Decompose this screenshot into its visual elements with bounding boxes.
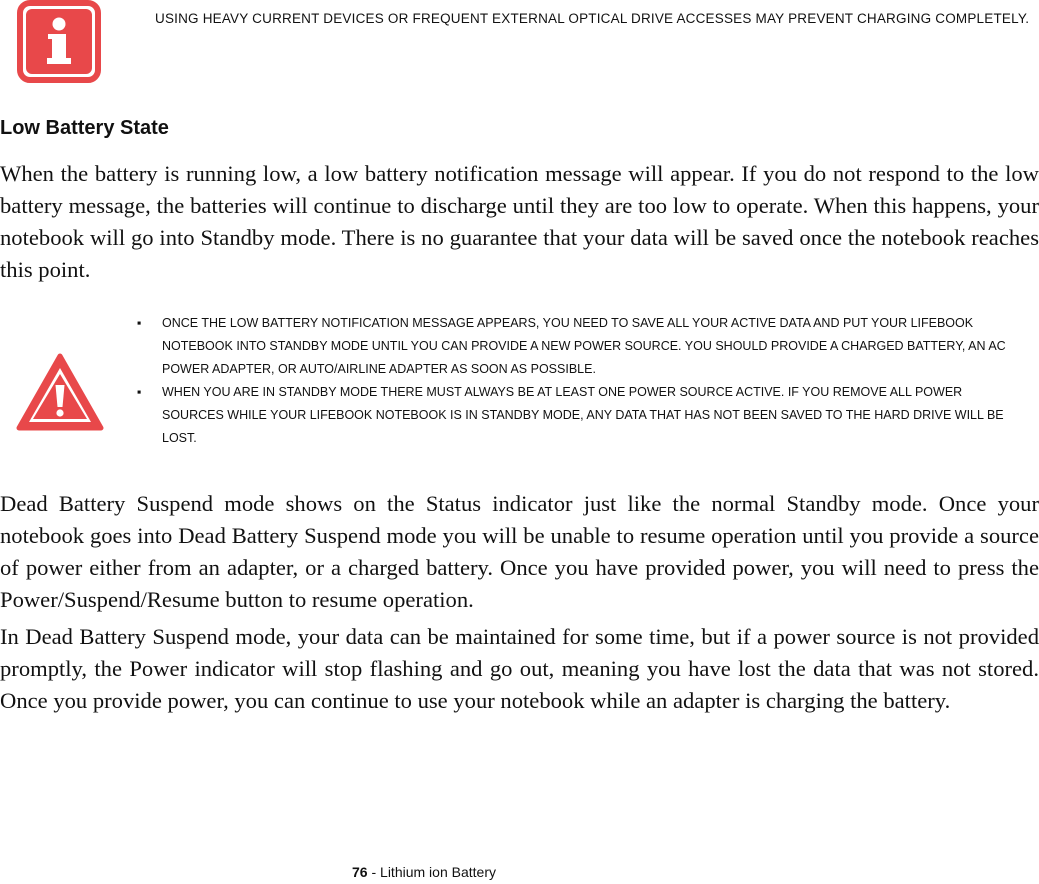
charging-note: USING HEAVY CURRENT DEVICES OR FREQUENT EXTERNAL OPTICAL DRIVE ACCESSES MAY PREVENT CHARGING COMPLETELY. (155, 11, 1030, 26)
section-title: Low Battery State (0, 117, 169, 139)
warning-item (137, 312, 1027, 381)
warning-item-text: ONCE THE LOW BATTERY NOTIFICATION MESSAGE APPEARS, YOU NEED TO SAVE ALL YOUR ACTIVE DATA AND PUT YOUR LIFEBOOK NOTEBOOK INTO STANDBY MODE UNTIL YOU CAN PROVIDE A NEW POWER SOURCE. YOU SHOULD PROVIDE A CHARGED BATTERY, AN AC POWER ADAPTER, OR AUTO/AIRLINE ADAPTER AS SOON AS POSSIBLE. (162, 316, 1006, 376)
warning-list (137, 312, 1027, 450)
bullet: ▪ (137, 316, 142, 330)
warning-icon (16, 352, 104, 432)
footer-title: Lithium ion Battery (380, 864, 496, 880)
data-maintained-paragraph: In Dead Battery Suspend mode, your data can be maintained for some time, but if a power source is not provided promptly, the Power indicator will stop flashing and go out, meaning you have lost the data that was not stored. Once you provide power, you can continue to use your notebook while an adapter is charging the battery. (0, 624, 1039, 713)
warning-item (137, 381, 1027, 450)
page-number: 76 (352, 864, 368, 880)
info-icon (17, 0, 101, 83)
bullet: ▪ (137, 385, 142, 399)
footer-separator: - (367, 864, 381, 880)
low-battery-paragraph: When the battery is running low, a low battery notification message will appear. If you do not respond to the low battery message, the batteries will continue to discharge until they are too low to operate. When this happens, your notebook will go into Standby mode. There is no guarantee that your data will be saved once the notebook reaches this point. (0, 161, 1039, 282)
dead-battery-paragraph: Dead Battery Suspend mode shows on the Status indicator just like the normal Standby mode. Once your notebook goes into Dead Battery Suspend mode you will be unable to resume operation until you provide a source of power either from an adapter, or a charged battery. Once you have provided power, you will need to press the Power/Suspend/Resume button to resume operation. (0, 491, 1039, 612)
page-footer (352, 864, 496, 880)
warning-item-text: WHEN YOU ARE IN STANDBY MODE THERE MUST ALWAYS BE AT LEAST ONE POWER SOURCE ACTIVE. IF YOU REMOVE ALL POWER SOURCES WHILE YOUR LIFEBOOK NOTEBOOK IS IN STANDBY MODE, ANY DATA THAT HAS NOT BEEN SAVED TO THE HARD DRIVE WILL BE LOST. (162, 385, 1004, 445)
